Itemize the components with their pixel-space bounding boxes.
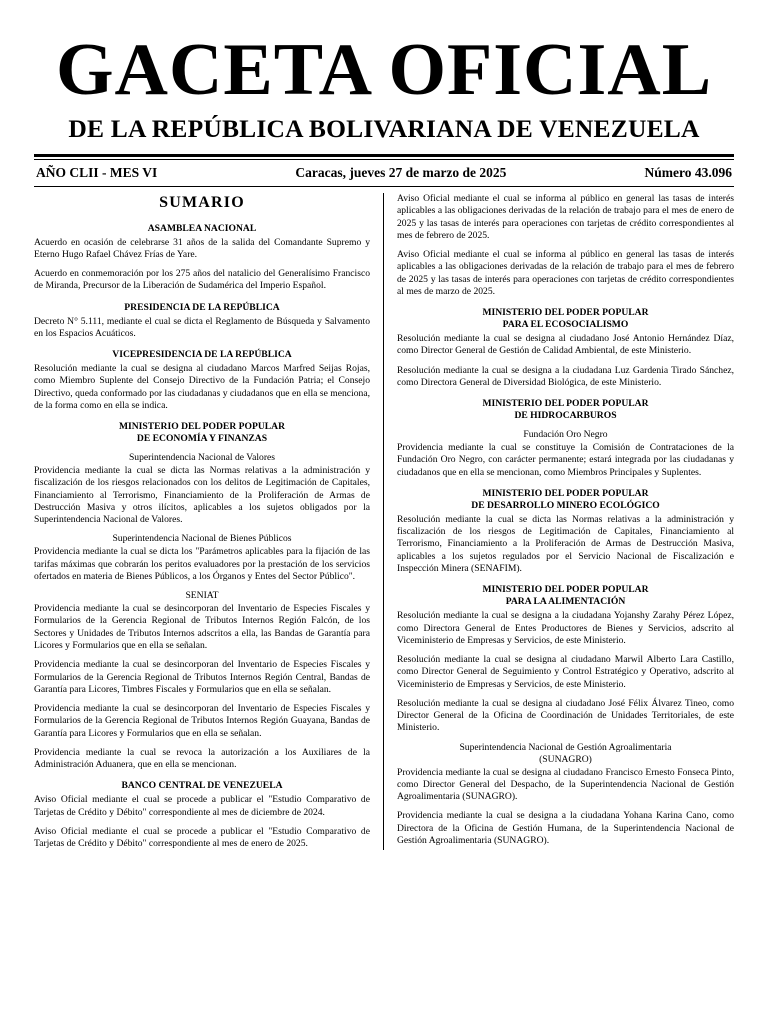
sumario-entry: Decreto N° 5.111, mediante el cual se dicta el Reglamento de Búsqueda y Salvamento en los Espacios Acuáticos.: [34, 315, 370, 339]
organization-heading: MINISTERIO DEL PODER POPULAR DE HIDROCARBUROS: [482, 398, 649, 422]
organization-heading: ASAMBLEA NACIONAL: [147, 222, 257, 234]
sumario-left-content: [34, 223, 370, 851]
suborganization-heading: Superintendencia Nacional de Bienes Públicos: [112, 533, 292, 545]
sumario-columns: [34, 193, 734, 850]
issue-number: Número 43.096: [644, 165, 732, 181]
sumario-entry: Aviso Oficial mediante el cual se informa al público en general las tasas de interés aplicables a las obligaciones derivadas de la relación de trabajo para el mes de enero de 2025 y las tasas de interés para operaciones con tarjetas de crédito correspondientes al mes de febrero de 2025.: [397, 193, 734, 241]
suborganization-heading: Superintendencia Nacional de Gestión Agroalimentaria (SUNAGRO): [459, 741, 672, 765]
issue-bar: [34, 160, 734, 186]
sumario-entry: Resolución mediante la cual se dicta las Normas relativas a la administración y fiscalización de los riesgos de Legitimación de Capitales, Financiamiento al Terrorismo, Financiamiento a la Proliferación de Armas de Destrucción Masiva, aplicables a los sujetos regulados por el Servicio Nacional de Fiscalización e Inspección Minera (SENAFIM).: [397, 513, 734, 575]
organization-heading: MINISTERIO DEL PODER POPULAR PARA EL ECOSOCIALISMO: [482, 307, 649, 331]
organization-heading: PRESIDENCIA DE LA REPÚBLICA: [124, 301, 280, 313]
sumario-entry: Providencia mediante la cual se dicta las Normas relativas a la administración y fiscalización de los riesgos relacionados con los delitos de Legitimación de Capitales, Financiamiento al Terrorismo, Financiamiento de la Proliferación de Armas de Destrucción Masiva y otros ilícitos, aplicables a los sujetos obligados por la Superintendencia Nacional de Valores.: [34, 465, 370, 526]
sumario-entry: Providencia mediante la cual se revoca la autorización a los Auxiliares de la Administración Aduanera, que en ella se mencionan.: [34, 746, 370, 771]
masthead: [34, 29, 734, 144]
masthead-subtitle: DE LA REPÚBLICA BOLIVARIANA DE VENEZUELA: [68, 114, 700, 144]
sumario-entry: Aviso Oficial mediante el cual se procede a publicar el "Estudio Comparativo de Tarjetas de Crédito y Débito" correspondiente al mes de diciembre de 2024.: [34, 794, 370, 818]
issue-year: AÑO CLII - MES VI: [36, 165, 158, 181]
organization-heading: MINISTERIO DEL PODER POPULAR DE DESARROLLO MINERO ECOLÓGICO: [471, 487, 660, 511]
sumario-entry: Acuerdo en ocasión de celebrarse 31 años de la salida del Comandante Supremo y Eterno Hugo Rafael Chávez Frías de Yare.: [34, 236, 370, 260]
suborganization-heading: Fundación Oro Negro: [523, 429, 608, 441]
organization-heading: MINISTERIO DEL PODER POPULAR DE ECONOMÍA Y FINANZAS: [118, 421, 286, 445]
page-title: GACETA OFICIAL: [55, 29, 713, 111]
suborganization-heading: Superintendencia Nacional de Valores: [128, 452, 276, 464]
sumario-column-right: [384, 193, 734, 850]
sumario-entry: Acuerdo en conmemoración por los 275 años del natalicio del Generalísimo Francisco de Miranda, Precursor de la Liberación de Sudamérica del Imperio Español.: [34, 268, 370, 292]
sumario-column-left: [34, 193, 384, 850]
sumario-heading: SUMARIO: [159, 194, 245, 212]
sumario-entry: Providencia mediante la cual se designa a la ciudadana Yohana Karina Cano, como Directora de la Oficina de Gestión Humana, de la Superintendencia Nacional de Gestión Agroalimentaria (SUNAGRO).: [397, 810, 734, 846]
sumario-entry: Resolución mediante la cual se designa al ciudadano José Antonio Hernández Díaz, como Director General de Gestión de Calidad Ambiental, de este Ministerio.: [397, 333, 734, 357]
masthead-rule-thick: [34, 154, 734, 157]
sumario-entry: Providencia mediante la cual se desincorporan del Inventario de Especies Fiscales y Formularios de la Gerencia Regional de Tributos Internos Región Guayana, Bandas de Garantía para Licores y Formularios que en ella se señalan.: [34, 703, 370, 739]
sumario-entry: Resolución mediante la cual se designa al ciudadano Marcos Marfred Seijas Rojas, como Miembro Suplente del Consejo Directivo de la Fundación Patria; el Consejo Directivo, queda conformado por las ciudadanas y ciudadanos que en ella se menciona, de la forma como en ella se indica.: [34, 363, 370, 411]
sumario-entry: Providencia mediante la cual se desincorporan del Inventario de Especies Fiscales y Formularios de la Gerencia Regional de Tributos Internos Región Central, Bandas de Garantía para Licores, Timbres Fiscales y Formularios que en ella se señalan.: [34, 659, 370, 695]
sumario-entry: Resolución mediante la cual se designa al ciudadano José Félix Álvarez Tineo, como Director General de la Oficina de Coordinación de Unidades Territoriales, de este Ministerio.: [397, 697, 734, 734]
suborganization-heading: SENIAT: [185, 590, 219, 602]
sumario-entry: Resolución mediante la cual se designa al ciudadano Marwil Alberto Lara Castillo, como Director General de Seguimiento y Control Estratégico y Operativo, adscrito al Viceministerio de Empresas y Servicios, de este Ministerio.: [397, 654, 734, 690]
issue-place-date: Caracas, jueves 27 de marzo de 2025: [295, 165, 507, 181]
sumario-entry: Resolución mediante la cual se designa a la ciudadana Yojanshy Zarahy Pérez López, como Directora General de Entes Productores de Bienes y Servicios, adscrito al Viceministerio de Empresas y Servicios, de este Ministerio.: [397, 610, 734, 646]
sumario-entry: Resolución mediante la cual se designa a la ciudadana Luz Gardenia Tirado Sánchez, como Directora General de Diversidad Biológica, de este Ministerio.: [397, 364, 734, 388]
organization-heading: BANCO CENTRAL DE VENEZUELA: [121, 780, 283, 792]
issue-rule: [34, 186, 734, 187]
organization-heading: MINISTERIO DEL PODER POPULAR PARA LA ALIMENTACIÓN: [482, 584, 649, 608]
sumario-entry: Providencia mediante la cual se constituye la Comisión de Contrataciones de la Fundación Oro Negro, con carácter permanente; estará integrada por las ciudadanas y ciudadanos que en ella se mencionan, como Miembros Principales y Suplentes.: [397, 442, 734, 478]
sumario-entry: Providencia mediante la cual se desincorporan del Inventario de Especies Fiscales y Formularios de la Gerencia Regional de Tributos Internos Región Falcón, de los Sectores y Unidades de Tributos Internos adscritos a ella, las Bandas de Garantía para Licores y Formularios que en ella se señalan.: [34, 603, 370, 651]
sumario-entry: Aviso Oficial mediante el cual se procede a publicar el "Estudio Comparativo de Tarjetas de Crédito y Débito" correspondiente al mes de enero de 2025.: [34, 825, 370, 850]
organization-heading: VICEPRESIDENCIA DE LA REPÚBLICA: [112, 349, 292, 361]
sumario-entry: Providencia mediante la cual se designa al ciudadano Francisco Ernesto Fonseca Pinto, como Director General del Despacho, de la Superintendencia Nacional de Gestión Agroalimentaria (SUNAGRO).: [397, 766, 734, 803]
sumario-right-content: [397, 193, 734, 847]
sumario-entry: Providencia mediante la cual se dicta los "Parámetros aplicables para la fijación de las tarifas máximas que cobrarán los peritos evaluadores por la prestación de los servicios ofertados en materia de Bienes Públicos, a los Órganos y Entes del Sector Público".: [34, 546, 370, 582]
sumario-entry: Aviso Oficial mediante el cual se informa al público en general las tasas de interés aplicables a las obligaciones derivadas de la relación de trabajo para el mes de febrero de 2025 y las tasas de interés para operaciones con tarjetas de crédito correspondientes al mes de marzo de 2025.: [397, 249, 734, 297]
